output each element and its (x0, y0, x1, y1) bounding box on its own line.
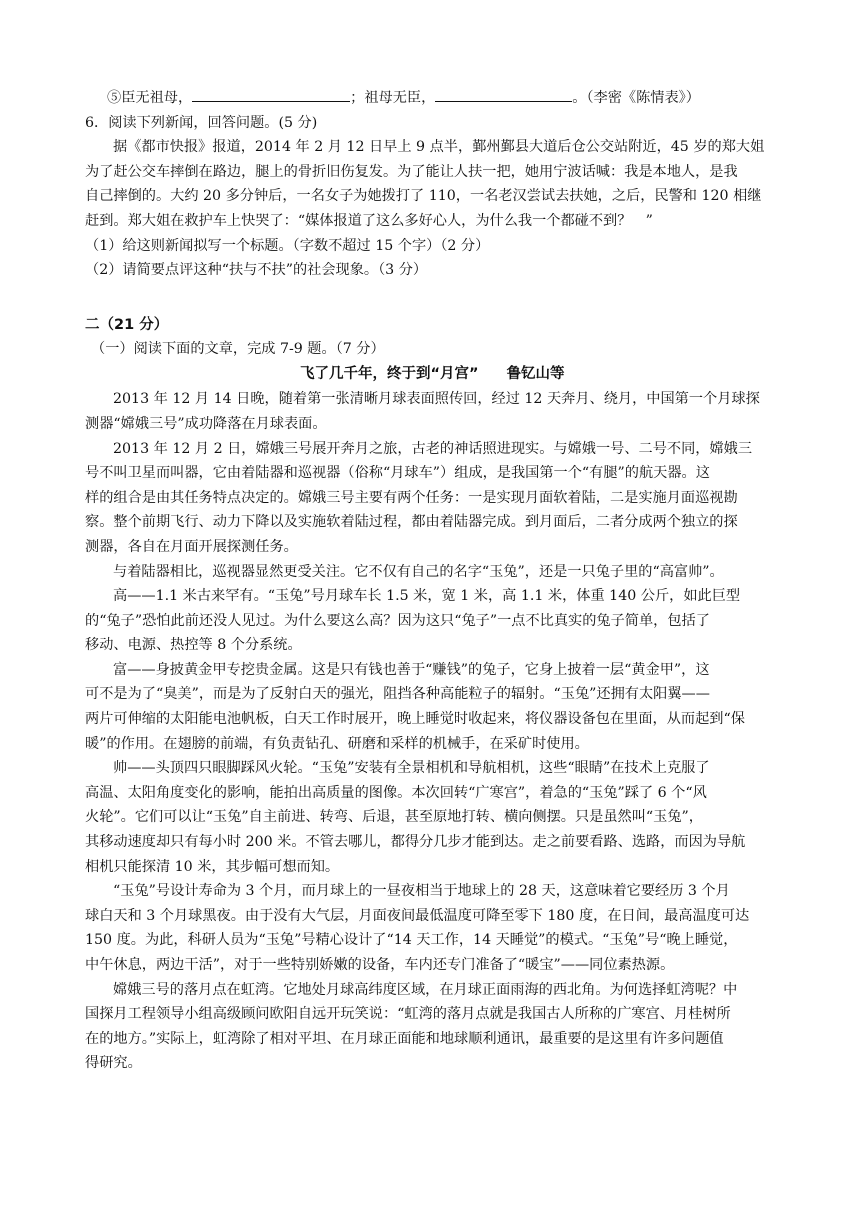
article-line: 帅——头顶四只眼脚踩风火轮。“玉兔”安装有全景相机和导航相机，这些“眼睛”在技术上克服了 (113, 760, 710, 777)
article-line: 得研究。 (85, 1055, 142, 1072)
article-paragraph (85, 387, 775, 436)
article-title-line (85, 361, 775, 387)
question-6-sub-1: （1）给这则新闻拟写一个标题。（字数不超过 15 个字）（2 分） (85, 237, 490, 254)
q5-middle: ；祖母无臣， (350, 90, 436, 106)
article-line: 球白天和 3 个月球黑夜。由于没有大气层，月面夜间最低温度可降至零下 180 度，在日间，最高温度可达 (85, 907, 750, 924)
article-line: 暖”的作用。在翅膀的前端，有负责钻孔、研磨和采样的机械手，在采矿时使用。 (85, 735, 589, 752)
section-2-title: 二（21 分） (85, 316, 169, 333)
article-line: 高——1.1 米古来罕有。“玉兔”号月球车长 1.5 米，宽 1 米，高 1.1 米，体重 140 公斤，如此巨型 (113, 588, 741, 605)
article-paragraph (85, 437, 775, 560)
section-2-intro: （一）阅读下面的文章，完成 7-9 题。（7 分） (91, 340, 385, 357)
article-line: 与着陆器相比，巡视器显然更受关注。它不仅有自己的名字“玉兔”，还是一只兔子里的“高富帅”。 (113, 563, 724, 580)
article-paragraph (85, 560, 775, 585)
news-line: 为了赶公交车摔倒在路边，腿上的骨折旧伤复发。为了能让人扶一把，她用宁波话喊：我是本地人，是我 (85, 163, 738, 180)
question-6-heading: 6．阅读下列新闻，回答问题。(5 分) (85, 114, 318, 131)
article-line: 国探月工程领导小组高级顾问欧阳自远开玩笑说：“虹湾的落月点就是我国古人所称的广寒宫、月桂树所 (85, 1006, 731, 1023)
article-author: 鲁钇山等 (506, 366, 565, 383)
article-paragraph (85, 658, 775, 756)
news-line: 据《都市快报》报道，2014 年 2 月 12 日早上 9 点半，鄞州鄞县大道后仓公交站附近，45 岁的郑大姐 (113, 139, 765, 156)
article-line: 相机只能探清 10 米，其步幅可想而知。 (85, 858, 340, 875)
question-6-sub-2: （2）请简要点评这种“扶与不扶”的社会现象。（3 分） (85, 262, 428, 279)
article-line: 150 度。为此，科研人员为“玉兔”号精心设计了“14 天工作，14 天睡觉”的模式。“玉兔”号“晚上睡觉， (85, 932, 738, 949)
article-paragraph (85, 879, 775, 977)
exam-page (85, 86, 775, 1076)
article-line: 测器“嫦娥三号”成功降落在月球表面。 (85, 415, 327, 432)
article-line: 在的地方。”实际上，虹湾除了相对平坦、在月球正面能和地球顺利通讯，最重要的是这里有许多问题值 (85, 1030, 724, 1047)
article-paragraph (85, 584, 775, 658)
article-line: 号不叫卫星而叫器，它由着陆器和巡视器（俗称“月球车”）组成，是我国第一个“有腿”的航天器。这 (85, 465, 710, 482)
article-line: 2013 年 12 月 2 日，嫦娥三号展开奔月之旅，古老的神话照进现实。与嫦娥一号、二号不同，嫦娥三 (113, 440, 753, 457)
article-line: 富——身披黄金甲专挖贵金属。这是只有钱也善于“赚钱”的兔子，它身上披着一层“黄金甲”，这 (113, 661, 710, 678)
q5-answer-blank-1[interactable] (192, 87, 350, 102)
article-line: 察。整个前期飞行、动力下降以及实施软着陆过程，都由着陆器完成。到月面后，二者分成两个独立的探 (85, 514, 738, 531)
article-line: 测器，各自在月面开展探测任务。 (85, 538, 298, 555)
q5-answer-blank-2[interactable] (435, 87, 572, 102)
q5-prefix: ⑤臣无祖母， (107, 90, 193, 106)
article-body (85, 387, 775, 1076)
article-title: 飞了几千年，终于到“月宫” (300, 366, 479, 383)
article-line: 的“兔子”恐怕此前还没人见过。为什么要这么高？因为这只“兔子”一点不比真实的兔子简单，包括了 (85, 612, 710, 629)
article-line: 火轮”。它们可以让“玉兔”自主前进、转弯、后退，甚至原地打转、横向侧摆。只是虽然叫“玉兔”， (85, 809, 703, 826)
news-line: 自己摔倒的。大约 20 多分钟后，一名女子为她拨打了 110，一名老汉尝试去扶她，之后，民警和 120 相继 (85, 188, 762, 205)
article-paragraph (85, 756, 775, 879)
question-5-line (85, 86, 775, 111)
news-passage (85, 135, 775, 233)
article-line: 两片可伸缩的太阳能电池帆板，白天工作时展开，晚上睡觉时收起来，将仪器设备包在里面，从而起到“保 (85, 711, 745, 728)
article-line: 中午休息，两边干活”，对于一些特别娇嫩的设备，车内还专门准备了“暖宝”——同位素热源。 (85, 957, 675, 973)
news-line: 赶到。郑大姐在救护车上快哭了：“媒体报道了这么多好心人，为什么我一个都碰不到？ ” (85, 212, 653, 229)
article-line: 嫦娥三号的落月点在虹湾。它地处月球高纬度区域，在月球正面雨海的西北角。为何选择虹湾呢？中 (113, 981, 738, 998)
q5-suffix: 。（李密《陈情表》） (572, 90, 700, 106)
article-line: 样的组合是由其任务特点决定的。嫦娥三号主要有两个任务：一是实现月面软着陆，二是实施月面巡视勘 (85, 489, 738, 506)
article-line: 移动、电源、热控等 8 个分系统。 (85, 637, 302, 654)
article-line: 高温、太阳角度变化的影响，能拍出高质量的图像。本次回转“广寒宫”，着急的“玉兔”踩了 6 个“风 (85, 784, 707, 801)
article-line: 2013 年 12 月 14 日晚，随着第一张清晰月球表面照传回，经过 12 天奔月、绕月，中国第一个月球探 (113, 391, 760, 408)
article-paragraph (85, 978, 775, 1076)
article-line: “玉兔”号设计寿命为 3 个月，而月球上的一昼夜相当于地球上的 28 天，这意味着它要经历 3 个月 (113, 883, 730, 900)
article-line: 可不是为了“臭美”，而是为了反射白天的强光，阻挡各种高能粒子的辐射。“玉兔”还拥有太阳翼—— (85, 686, 710, 703)
article-line: 其移动速度却只有每小时 200 米。不管去哪儿，都得分几步才能到达。走之前要看路、选路，而因为导航 (85, 834, 746, 851)
